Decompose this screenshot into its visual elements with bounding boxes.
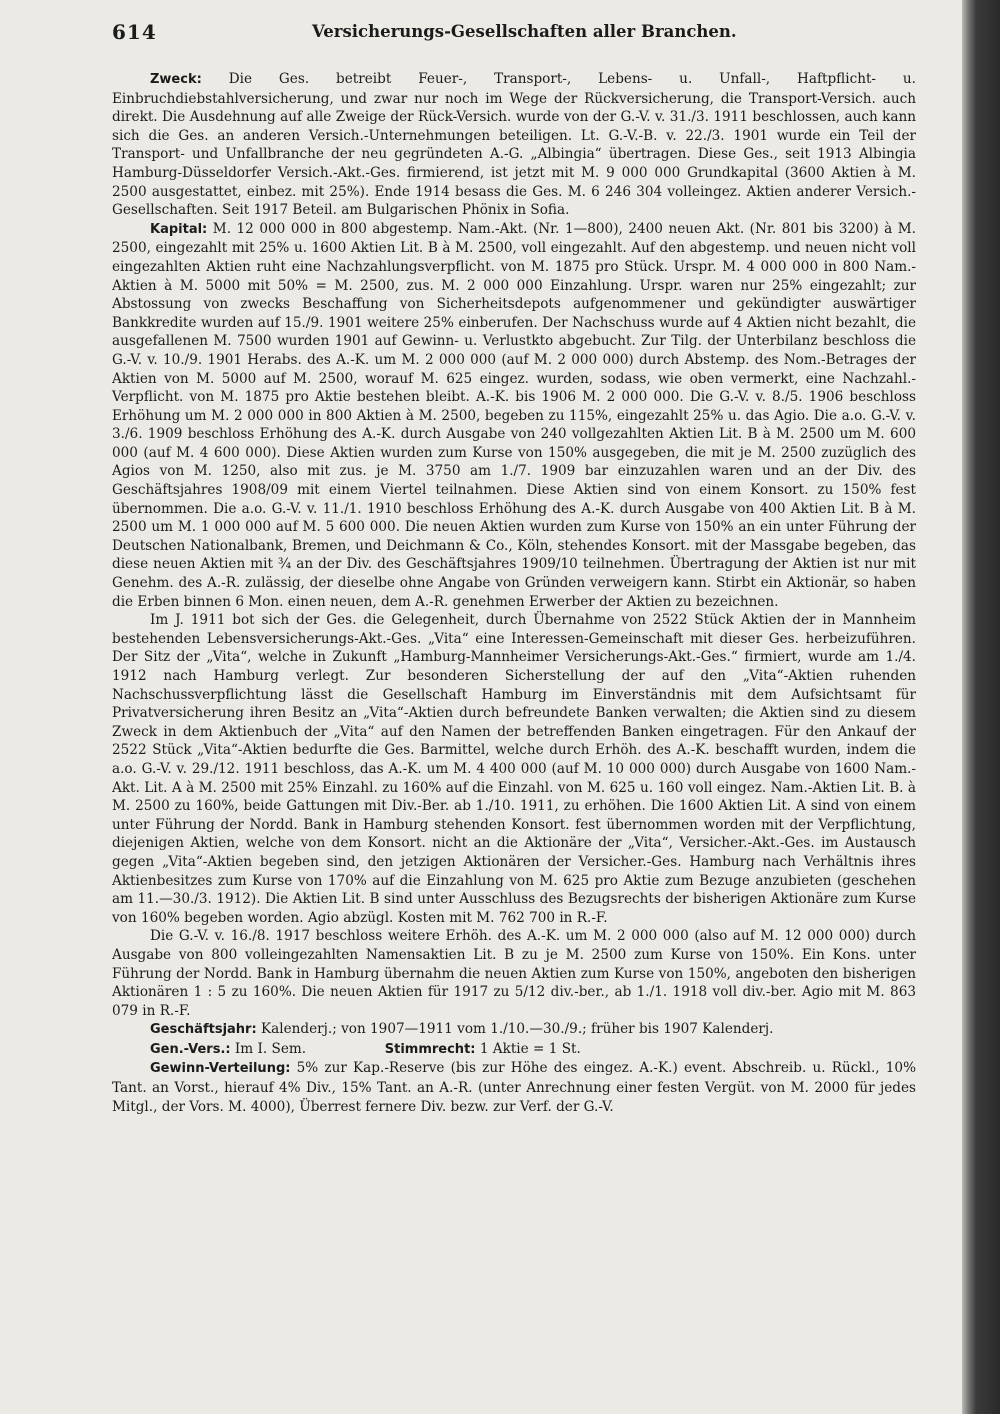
section-label-geschaeftsjahr: Geschäftsjahr: — [150, 1022, 257, 1038]
section-text-stimmrecht: 1 Aktie = 1 St. — [479, 1040, 581, 1057]
section-label-kapital: Kapital: — [150, 221, 208, 237]
section-kapital — [112, 220, 916, 611]
section-gen-vers — [112, 1040, 916, 1060]
section-gewinn-verteilung — [112, 1059, 916, 1116]
section-label-stimmrecht: Stimmrecht: — [384, 1041, 476, 1057]
section-text-geschaeftsjahr: Kalenderj.; von 1907—1911 vom 1./10.—30./9.; früher bis 1907 Kalenderj. — [261, 1021, 774, 1038]
page-number: 614 — [112, 20, 157, 44]
section-text-kapital: M. 12 000 000 in 800 abgestemp. Nam.-Akt. (Nr. 1—800), 2400 neuen Akt. (Nr. 801 bis 3200) à M. 2500, eingezahlt mit 25% u. 1600 Aktien Lit. B à M. 2500, voll eingezahlt. Auf den abgestemp. und neuen nicht voll eingezahlten Aktien ruht eine Nachzahlungsverpflicht. von M. 1875 pro Stück. Urspr. M. 4 000 000 in 800 Nam.-Aktien à M. 5000 mit 50% = M. 2500, zus. M. 2 000 000 Einzahlung. Urspr. waren nur 25% eingezahlt; zur Abstossung von zwecks Beschaffung von Sicherheitsdepots aufgenommener und gekündigter auswärtiger Bankkredite wurden auf 15./9. 1901 weitere 25% einberufen. Der Nachschuss wurde auf 4 Aktien nicht bezahlt, die ausgefallenen M. 7500 wurden 1901 auf Gewinn- u. Verlustkto abgebucht. Zur Tilg. der Unterbilanz beschloss die G.-V. v. 10./9. 1901 Herabs. des A.-K. um M. 2 000 000 (auf M. 2 000 000) durch Abstemp. des Nom.-Betrages der Aktien von M. 5000 auf M. 2500, worauf M. 625 eingez. wurden, sodass, wie oben vermerkt, eine Nachzahl.-Verpflicht. von M. 1875 pro Aktie bestehen bleibt. A.-K. bis 1906 M. 2 000 000. Die G.-V. v. 8./5. 1906 beschloss Erhöhung um M. 2 000 000 in 800 Aktien à M. 2500, begeben zu 115%, eingezahlt 25% u. das Agio. Die a.o. G.-V. v. 3./6. 1909 beschloss Erhöhung des A.-K. durch Ausgabe von 240 vollgezahlten Aktien Lit. B à M. 2500 um M. 600 000 (auf M. 4 600 000). Diese Aktien wurden zum Kurse von 150% ausgegeben, die mit je M. 2500 zuzüglich des Agios von M. 1250, also mit zus. je M. 3750 am 1./7. 1909 bar einzuzahlen waren und an der Div. des Geschäftsjahres 1908/09 mit einem Viertel teilnahmen. Diese Aktien sind von einem Konsort. zu 150% fest übernommen. Die a.o. G.-V. v. 11./1. 1910 beschloss Erhöhung des A.-K. durch Ausgabe von 400 Aktien Lit. B à M. 2500 um M. 1 000 000 auf M. 5 600 000. Die neuen Aktien wurden zum Kurse von 150% an ein unter Führung der Deutschen Nationalbank, Bremen, und Deichmann & Co., Köln, stehendes Konsort. mit der Massgabe begeben, das diese neuen Aktien mit ¾ an der Div. des Geschäftsjahres 1909/10 teilnehmen. Übertragung der Aktien ist nur mit Genehm. des A.-R. zulässig, der dieselbe ohne Angabe von Gründen verweigern kann. Stirbt ein Aktionär, so haben die Erben binnen 6 Mon. einen neuen, dem A.-R. genehmen Erwerber der Aktien zu bezeichnen. — [112, 220, 917, 610]
section-zweck — [112, 70, 916, 220]
running-title: Versicherungs-Gesellschaften aller Branchen. — [312, 22, 737, 41]
section-text-gewinn-verteilung: 5% zur Kap.-Reserve (bis zur Höhe des eingez. A.-K.) event. Abschreib. u. Rückl., 10% Tant. an Vorst., hierauf 4% Div., 15% Tant. an A.-R. (unter Anrechnung einer festen Vergüt. von M. 2000 für jedes Mitgl., der Vors. M. 4000), Überrest fernere Div. bezw. zur Verf. der G.-V. — [112, 1060, 916, 1115]
paragraph-1917: Die G.-V. v. 16./8. 1917 beschloss weitere Erhöh. des A.-K. um M. 2 000 000 (also auf M. 12 000 000) durch Ausgabe von 800 volleingezahlten Namensaktien Lit. B zu je M. 2500 zum Kurse von 150%. Ein Kons. unter Führung der Nordd. Bank in Hamburg übernahm die neuen Aktien zum Kurse von 150%, angeboten den bisherigen Aktionären 1 : 5 zu 160%. Die neuen Aktien für 1917 zu 5/12 div.-ber., ab 1./1. 1918 voll div.-ber. Agio mit M. 863 079 in R.-F. — [112, 928, 916, 1019]
section-text-gen-vers: Im I. Sem. — [234, 1040, 307, 1057]
section-label-gen-vers: Gen.-Vers.: — [150, 1041, 231, 1057]
section-label-zweck: Zweck: — [150, 72, 202, 87]
section-text-zweck: Die Ges. betreibt Feuer-, Transport-, Lebens- u. Unfall-, Haftpflicht- u. Einbruchdiebstahlversicherung, und zwar nur noch im Wege der Rückversicherung, die Transport-Versich. auch direkt. Die Ausdehnung auf alle Zweige der Rück-Versich. wurde von der G.-V. v. 31./3. 1911 beschlossen, auch kann sich die Ges. an anderen Versich.-Unternehmungen beteiligen. Lt. G.-V.-B. v. 22./3. 1901 wurde ein Teil der Transport- und Unfallbranche der neu gegründeten A.-G. „Albingia“ übertragen. Diese Ges., seit 1913 Albingia Hamburg-Düsseldorfer Versich.-Akt.-Ges. firmierend, ist jetzt mit M. 9 000 000 Grundkapital (3600 Aktien à M. 2500 ausgestattet, einbez. mit 25%). Ende 1914 besass die Ges. M. 6 246 304 volleingez. Aktien anderer Versich.-Gesellschaften. Seit 1917 Beteil. am Bulgarischen Phönix in Sofia. — [112, 71, 917, 219]
body-text — [112, 70, 916, 1116]
section-label-gewinn-verteilung: Gewinn-Verteilung: — [150, 1061, 291, 1077]
scan-edge-shadow — [962, 0, 1000, 1414]
page-header — [112, 20, 916, 60]
paragraph-1911: Im J. 1911 bot sich der Ges. die Gelegenheit, durch Übernahme von 2522 Stück Aktien der in Mannheim bestehenden Lebensversicherungs-Akt.-Ges. „Vita“ eine Interessen-Gemeinschaft mit dieser Ges. herbeizuführen. Der Sitz der „Vita“, welche in Zukunft „Hamburg-Mannheimer Versicherungs-Akt.-Ges.“ firmiert, wurde am 1./4. 1912 nach Hamburg verlegt. Zur besonderen Sicherstellung der auf den „Vita“-Aktien ruhenden Nachschussverpflichtung lässt die Gesellschaft Hamburg im Einverständnis mit dem Aufsichtsamt für Privatversicherung ihren Besitz an „Vita“-Aktien durch befreundete Banken verwalten; die Aktien sind zu diesem Zweck in dem Aktienbuch der „Vita“ auf den Namen der betreffenden Banken eingetragen. Für den Ankauf der 2522 Stück „Vita“-Aktien bedurfte die Ges. Barmittel, welche durch Erhöh. des A.-K. beschafft wurden, indem die a.o. G.-V. v. 29./12. 1911 beschloss, das A.-K. um M. 4 400 000 (auf M. 10 000 000) durch Ausgabe von 1600 Nam.-Akt. Lit. A à M. 2500 mit 25% Einzahl. zu 160% auf die Einzahl. von M. 625 u. 160 voll eingez. Nam.-Aktien Lit. B. à M. 2500 zu 160%, beide Gattungen mit Div.-Ber. ab 1./10. 1911, zu erhöhen. Die 1600 Aktien Lit. A sind von einem unter Führung der Nordd. Bank in Hamburg stehenden Konsort. fest übernommen worden mit der Verpflichtung, diejenigen Aktien, welche von dem Konsort. nicht an die Aktionäre der „Vita“, Versicher.-Akt.-Ges. im Austausch gegen „Vita“-Aktien begeben sind, den jetzigen Aktionären der Versicher.-Ges. Hamburg nach Verhältnis ihres Aktienbesitzes zum Kurse von 170% auf die Einzahlung von M. 625 pro Aktie zum Bezuge anzubieten (geschehen am 11.—30./3. 1912). Die Aktien Lit. B sind unter Ausschluss des Bezugsrechts der bisherigen Aktionäre zum Kurse von 160% begeben worden. Agio abzügl. Kosten mit M. 762 700 in R.-F. — [112, 612, 916, 926]
section-geschaeftsjahr — [112, 1020, 916, 1040]
